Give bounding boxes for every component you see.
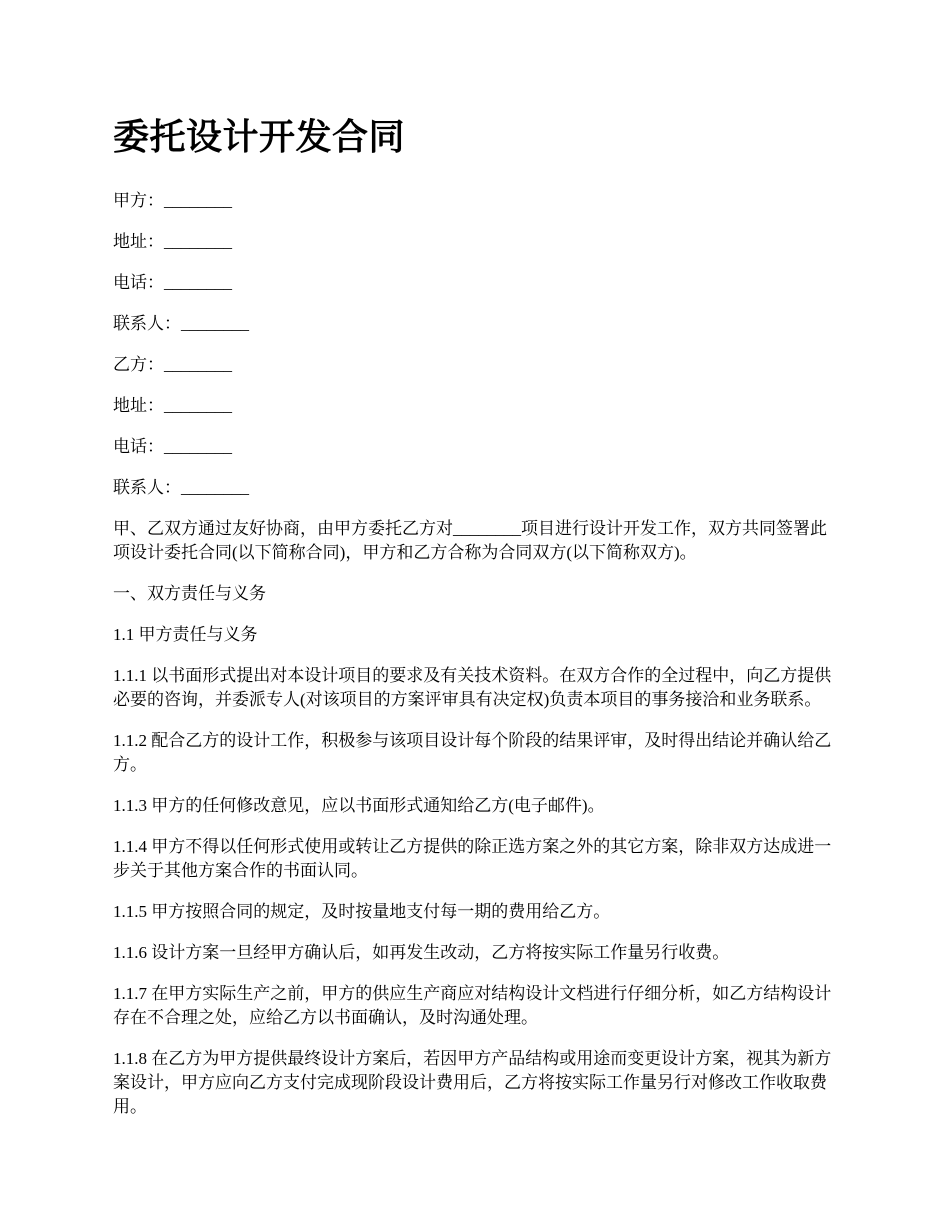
clause-paragraph: 1.1.7 在甲方实际生产之前，甲方的供应生产商应对结构设计文档进行仔细分析，如乙方结构设计存在不合理之处，应给乙方以书面确认，及时沟通处理。: [113, 984, 832, 1027]
preamble-paragraph: 甲、乙双方通过友好协商，由甲方委托乙方对________项目进行设计开发工作，双方共同签署此项设计委托合同(以下简称合同)，甲方和乙方合称为合同双方(以下简称双方)。: [113, 519, 827, 562]
clause-paragraph: 1.1.6 设计方案一旦经甲方确认后，如再发生改动，乙方将按实际工作量另行收费。: [113, 943, 730, 962]
party-a-phone-line: 电话：________: [113, 273, 232, 292]
party-a-address-line: 地址：________: [113, 232, 232, 251]
subsection-heading: 1.1 甲方责任与义务: [113, 625, 258, 644]
party-a-line: 甲方：________: [113, 191, 232, 210]
section-heading: 一、双方责任与义务: [113, 584, 266, 603]
clause-paragraph: 1.1.1 以书面形式提出对本设计项目的要求及有关技术资料。在双方合作的全过程中，向乙方提供必要的咨询，并委派专人(对该项目的方案评审具有决定权)负责本项目的事务接洽和业务联系。: [113, 666, 832, 709]
clause-paragraph: 1.1.4 甲方不得以任何形式使用或转让乙方提供的除正选方案之外的其它方案，除非双方达成进一步关于其他方案合作的书面认同。: [113, 837, 832, 880]
document-title: 委托设计开发合同: [113, 117, 406, 157]
document-page: [113, 112, 843, 1136]
clause-paragraph: 1.1.8 在乙方为甲方提供最终设计方案后，若因甲方产品结构或用途而变更设计方案，视其为新方案设计，甲方应向乙方支付完成现阶段设计费用后，乙方将按实际工作量另行对修改工作收取费用。: [113, 1049, 832, 1116]
party-a-contact-line: 联系人：________: [113, 314, 249, 333]
party-b-phone-line: 电话：________: [113, 437, 232, 456]
party-b-address-line: 地址：________: [113, 396, 232, 415]
clause-paragraph: 1.1.3 甲方的任何修改意见，应以书面形式通知给乙方(电子邮件)。: [113, 796, 605, 815]
clause-paragraph: 1.1.5 甲方按照合同的规定，及时按量地支付每一期的费用给乙方。: [113, 902, 611, 921]
party-b-line: 乙方：________: [113, 355, 232, 374]
clause-paragraph: 1.1.2 配合乙方的设计工作，积极参与该项目设计每个阶段的结果评审，及时得出结论并确认给乙方。: [113, 731, 832, 774]
party-b-contact-line: 联系人：________: [113, 478, 249, 497]
